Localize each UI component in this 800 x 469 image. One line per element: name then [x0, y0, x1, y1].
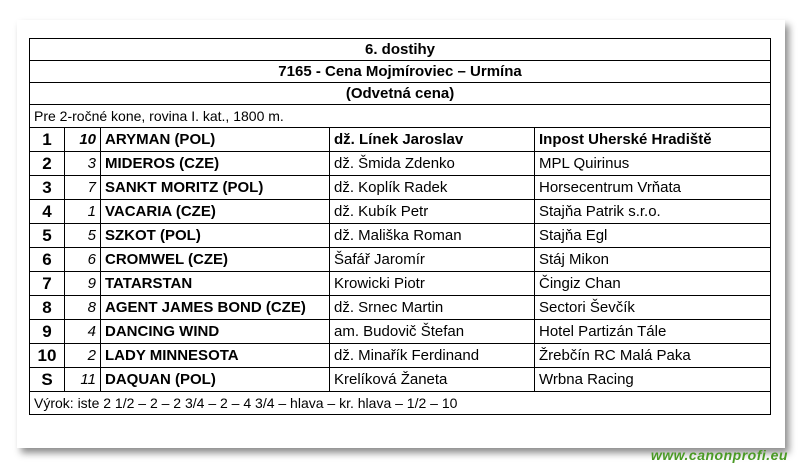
result-row [30, 368, 771, 392]
horse-number-cell: 4 [65, 320, 101, 344]
stable-cell: Wrbna Racing [535, 368, 771, 392]
jockey-cell: Šafář Jaromír [330, 248, 535, 272]
stable-cell: Inpost Uherské Hradiště [535, 128, 771, 152]
race-subtitle: (Odvetná cena) [30, 83, 771, 105]
horse-number-cell: 9 [65, 272, 101, 296]
jockey-cell: dž. Minařík Ferdinand [330, 344, 535, 368]
place-cell: 10 [30, 344, 65, 368]
result-row [30, 296, 771, 320]
result-row [30, 320, 771, 344]
horse-number-cell: 3 [65, 152, 101, 176]
horse-name-cell: MIDEROS (CZE) [101, 152, 330, 176]
place-cell: 9 [30, 320, 65, 344]
place-cell: S [30, 368, 65, 392]
horse-name-cell: DAQUAN (POL) [101, 368, 330, 392]
result-row [30, 248, 771, 272]
place-cell: 5 [30, 224, 65, 248]
stable-cell: Stajňa Patrik s.r.o. [535, 200, 771, 224]
horse-name-cell: ARYMAN (POL) [101, 128, 330, 152]
jockey-cell: dž. Šmida Zdenko [330, 152, 535, 176]
horse-name-cell: AGENT JAMES BOND (CZE) [101, 296, 330, 320]
place-cell: 2 [30, 152, 65, 176]
jockey-cell: Krelíková Žaneta [330, 368, 535, 392]
race-results-table [29, 38, 771, 415]
stable-cell: Stáj Mikon [535, 248, 771, 272]
margins-verdict: Výrok: iste 2 1/2 – 2 – 2 3/4 – 2 – 4 3/4 – hlava – kr. hlava – 1/2 – 10 [30, 392, 771, 415]
stable-cell: Stajňa Egl [535, 224, 771, 248]
horse-number-cell: 8 [65, 296, 101, 320]
place-cell: 3 [30, 176, 65, 200]
jockey-cell: dž. Línek Jaroslav [330, 128, 535, 152]
site-watermark[interactable]: www.canonprofi.eu [650, 447, 788, 463]
horse-number-cell: 7 [65, 176, 101, 200]
place-cell: 6 [30, 248, 65, 272]
jockey-cell: dž. Koplík Radek [330, 176, 535, 200]
place-cell: 8 [30, 296, 65, 320]
stable-cell: Horsecentrum Vrňata [535, 176, 771, 200]
place-cell: 4 [30, 200, 65, 224]
horse-name-cell: TATARSTAN [101, 272, 330, 296]
result-row [30, 272, 771, 296]
stable-cell: Čingiz Chan [535, 272, 771, 296]
jockey-cell: am. Budovič Štefan [330, 320, 535, 344]
result-row [30, 176, 771, 200]
horse-name-cell: VACARIA (CZE) [101, 200, 330, 224]
jockey-cell: dž. Mališka Roman [330, 224, 535, 248]
result-row [30, 224, 771, 248]
horse-name-cell: DANCING WIND [101, 320, 330, 344]
horse-name-cell: LADY MINNESOTA [101, 344, 330, 368]
horse-number-cell: 2 [65, 344, 101, 368]
horse-number-cell: 10 [65, 128, 101, 152]
race-conditions: Pre 2-ročné kone, rovina I. kat., 1800 m. [30, 105, 771, 128]
horse-name-cell: SZKOT (POL) [101, 224, 330, 248]
horse-number-cell: 5 [65, 224, 101, 248]
result-row [30, 128, 771, 152]
jockey-cell: Krowicki Piotr [330, 272, 535, 296]
place-cell: 7 [30, 272, 65, 296]
horse-number-cell: 6 [65, 248, 101, 272]
race-name: 7165 - Cena Mojmíroviec – Urmína [30, 61, 771, 83]
stable-cell: Sectori Ševčík [535, 296, 771, 320]
stable-cell: Žrebčín RC Malá Paka [535, 344, 771, 368]
stable-cell: Hotel Partizán Tále [535, 320, 771, 344]
horse-name-cell: CROMWEL (CZE) [101, 248, 330, 272]
horse-number-cell: 1 [65, 200, 101, 224]
stable-cell: MPL Quirinus [535, 152, 771, 176]
result-row [30, 200, 771, 224]
result-row [30, 152, 771, 176]
horse-name-cell: SANKT MORITZ (POL) [101, 176, 330, 200]
jockey-cell: dž. Kubík Petr [330, 200, 535, 224]
result-row [30, 344, 771, 368]
place-cell: 1 [30, 128, 65, 152]
jockey-cell: dž. Srnec Martin [330, 296, 535, 320]
horse-number-cell: 11 [65, 368, 101, 392]
race-number: 6. dostihy [30, 39, 771, 61]
